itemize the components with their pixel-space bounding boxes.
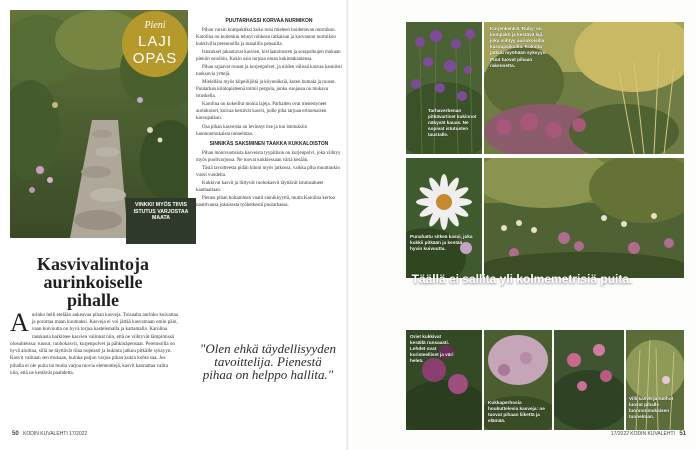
badge-line-1: Pieni	[144, 20, 166, 31]
section-heading-1: PUUTARHASSI KORVAA NURMIKON	[225, 18, 313, 24]
sedum-caption: Kurjenkenkiä 'Ruby' on kompakti ja kestävä laji, joka viihtyy aurinkoisilla kasvupaikoilla. Kukinta jatkuu myöhään syksyyn. Puut tuovat pihaan rakennetta.	[490, 26, 547, 68]
tip-caption: VINKKI! MYÖS TIIVIS ISTUTUS VARJOSTAA MAATA	[126, 198, 196, 244]
paragraph: Tästä tavoitteesta pidän kiinni myös jatkossa, vaikka piha muuttuukin vuosi vuodelta.	[196, 165, 340, 178]
monarda-photo	[406, 330, 482, 430]
right-page	[348, 0, 696, 450]
magazine-name: KODIN KUVALEHTI	[23, 431, 68, 437]
issue-number: 17/2022	[69, 431, 88, 437]
photo-banner: Täällä ei sallita yli kolmemetrisiä puita.	[411, 272, 633, 286]
paragraph: Pienen pihan hoitaminen vaatii sinnikkyyttä, mutta Karolina kertoo nauttivansa jokaisesta työhetkestä puutarhassa.	[196, 195, 336, 208]
badge-line-3: OPAS	[132, 50, 178, 67]
section-heading-2: SINNIKÄS SAKSMINEN TAAKKA KUKKALOISTON	[209, 140, 329, 147]
body-column	[196, 18, 342, 210]
wild-grass-photo	[626, 330, 684, 430]
badge-line-2: LAJI	[137, 33, 172, 50]
butterfly-plant-caption: Kukkaperhosia houkuttelevia kasveja: ne tuovat pihaan liikettä ja elämää.	[488, 400, 545, 424]
echinacea-photo	[406, 158, 482, 278]
small-species-guide-badge	[122, 11, 188, 77]
paragraph: Osa pihan kasveista on levinnyt itse ja tuo istutuksiin luonnonmukaista tunnelmaa.	[196, 124, 308, 137]
intro-text	[10, 308, 178, 377]
monarda-caption: Oriet kukkivat kesällä runsaasti. Lehdet ovat koristeelliset ja väri heleä.	[410, 334, 454, 364]
echinacea-caption: Punahattu sitkeä kasvi, joka kukkii pitkään ja kestää hyvin kuivuutta.	[410, 234, 473, 252]
issue-number: 17/2022	[610, 431, 629, 437]
paragraph: Istutukset jakautuvat kasvien, kivilaatoitusten ja sorapolkujen mukaan pieniin osioihin. Kukin osio tarjoaa oman kukintakautensa.	[196, 50, 341, 63]
verbena-caption: Tarhaverbenan pitkävartiset kukinnot näkyvät kauas. Ne sopivat istutusten taustalle.	[428, 108, 477, 138]
paragraph: Kukkivat kasvit ja liittyvät ruohokasvit täyttävät istutusalueet kauttaaltaan.	[196, 180, 324, 193]
drop-cap: A	[10, 308, 29, 337]
article-headline: Kasvivalintoja aurinkoiselle pihalle	[36, 254, 149, 310]
folio-left	[12, 431, 87, 437]
page-number: 50	[12, 431, 19, 437]
flowerbed-photo	[484, 158, 684, 278]
wild-grass-caption: Villi kasvit ja ruohot luovat pihalle luonnonmukaisen tunnelman.	[629, 396, 674, 420]
intro-body: urinko helli etelään aukeavaa pihan kasveja. Toisaalta aurinko kuivattaa ja porottaa maan kuumaksi. Kasveja ei voi jättää kasvamaan omin päin, vaan kuivuutta on hyvä torjua kastelemalla ja kattamalla. Karolina ranskasta harkitsee kasvien valinnat niin, että ne viihtyvät lämpimissä olosuhteissa: ruusut, ruohokasvit, kurjenpolvet ja pähkinäpensaat. Perennoilla on hyvä aloittaa, sillä ne täyttävät tilaa nopeasti ja kukinta jatkuu pitkälle syksyyn. Kasvit valitaan sen mukaan, kuinka paljon varjoa pihan kukin kohta saa. Jos pihalla ei ole puita tai muita varjoa tuovia elementtejä, kasvit kannattaa valita niin, että ne kestävät paahdetta.	[10, 312, 178, 376]
pink-flowers-photo	[554, 330, 624, 430]
sedum-photo	[484, 22, 684, 154]
magazine-name: KODIN KUVALEHTI	[630, 431, 675, 437]
verbena-photo	[406, 22, 482, 154]
folio-right	[611, 431, 686, 437]
paragraph: Pihan monivuotisista kasveista tyypillisin on kurjenpolvi, joka viihtyy myös puolivarjossa. Ne tuovat kukkiessaan väriä kesään.	[196, 150, 341, 163]
page-number: 51	[679, 431, 686, 437]
paragraph: Mielelläni myös kiipeilijöitä ja köynnöksiä, kuten humala ja ruusut. Puutarhan kiintopisteenä toimii pergola, jonka suojassa on mukava istuskella.	[196, 80, 336, 100]
butterfly-plant-photo	[484, 330, 552, 430]
pull-quote: "Olen ehkä täydellisyyden tavoittelija. Pienestä pihaa on helppo hallita."	[199, 341, 337, 382]
paragraph: Karolina on kokeillut monia lajeja. Parhaiten ovat menestyneet aurinkoiset, kuivaa kestävät kasvit, joille piha tarjoaa erinomaisen kasvupaikan.	[196, 102, 327, 122]
paragraph: Pihan rajaavat ruusut ja kurjenpolvet, ja niiden välissä kasvaa kauniisti tuoksuvia yrttejä.	[196, 65, 342, 78]
paragraph: Pihan varsin kompaktiksi koko toisi mieleen hoidettavan nurmikon. Karolina on kuitenkin tehnyt rohkean ratkaisun ja korvannut nurmikon kukkivilla perennoilla ja matalilla pensailla.	[196, 28, 336, 48]
